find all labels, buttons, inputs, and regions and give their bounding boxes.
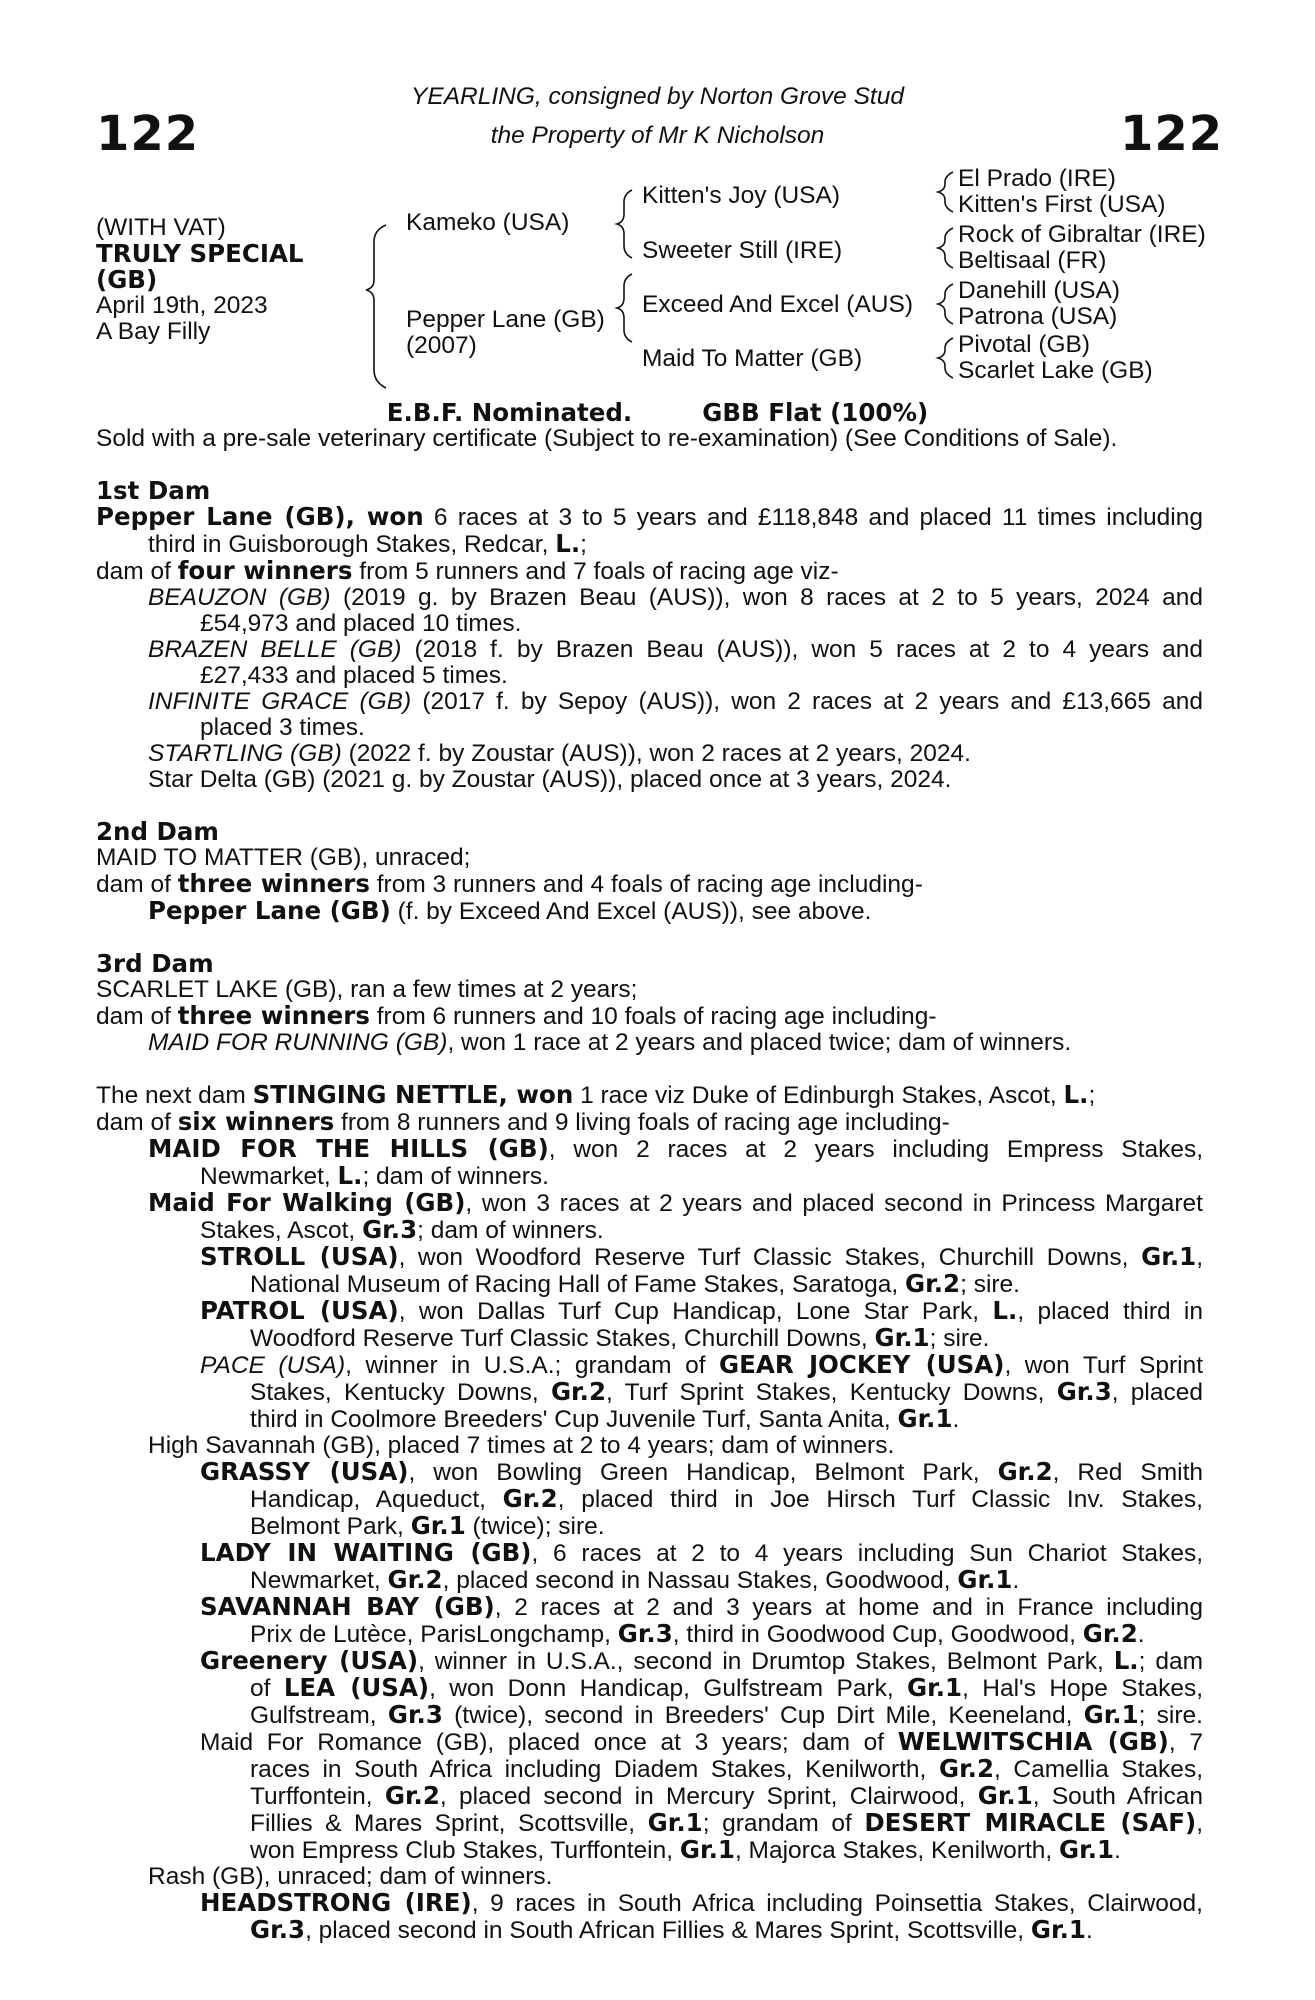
winner-count: four winners <box>177 558 353 585</box>
ancestor-4: Beltisaal (FR) <box>958 247 1107 274</box>
winner-count: three winners <box>177 871 370 898</box>
produce-record: Turffontein, <box>250 1783 385 1810</box>
produce-record: , 6 races at 2 to 4 years including Sun Chariot Stakes, <box>531 1540 1203 1567</box>
produce-record: , placed second in Mercury Sprint, Clairwood, <box>439 1783 978 1810</box>
produce-record: Handicap, Aqueduct, <box>250 1486 503 1513</box>
produce-record: , placed <box>1111 1379 1203 1406</box>
first-dam-section <box>96 478 1203 793</box>
horse-origin: (GB) <box>96 265 158 294</box>
race-record: third in Guisborough Stakes, Redcar, <box>148 531 556 558</box>
dam-year: (2007) <box>406 332 477 359</box>
listed-mark: L. <box>1113 1648 1139 1675</box>
punct: ; <box>580 531 587 558</box>
grandchild-name: LEA (USA) <box>283 1675 430 1702</box>
group-mark: Gr.3 <box>617 1621 673 1648</box>
produce-record: National Museum of Racing Hall of Fame Stakes, Saratoga, <box>250 1271 906 1298</box>
produce-record: , third in Goodwood Cup, Goodwood, <box>672 1621 1083 1648</box>
group-mark: Gr.1 <box>1083 1702 1139 1729</box>
punct: . <box>1137 1621 1145 1648</box>
produce-record: , 9 races in South Africa including Poinsettia Stakes, Clairwood, <box>471 1890 1203 1917</box>
produce-record: , South African <box>1032 1783 1203 1810</box>
ancestor-6: Patrona (USA) <box>958 303 1118 330</box>
ancestor-1: El Prado (IRE) <box>958 165 1116 192</box>
sire: Kameko (USA) <box>406 209 570 236</box>
produce-record: , Red Smith <box>1052 1459 1203 1486</box>
punct: . <box>1085 1917 1093 1944</box>
produce-intro: dam of <box>96 1003 178 1030</box>
produce-record: Gulfstream, <box>250 1702 388 1729</box>
vet-note: Sold with a pre-sale veterinary certificate (Subject to re-examination) (See Conditions of Sale). <box>96 426 1118 452</box>
produce-record: ; sire. <box>929 1325 990 1352</box>
produce-intro: dam of <box>96 558 178 585</box>
section-heading: 1st Dam <box>96 478 211 504</box>
group-mark: Gr.2 <box>387 1567 443 1594</box>
listed-mark: L. <box>337 1163 363 1190</box>
produce-record: , placed second in Nassau Stakes, Goodwood, <box>442 1567 958 1594</box>
produce-record: ; grandam of <box>702 1810 865 1837</box>
group-mark: Gr.2 <box>1082 1621 1138 1648</box>
produce-name: HEADSTRONG (IRE) <box>200 1890 472 1917</box>
section-heading: 2nd Dam <box>96 819 219 845</box>
group-mark: Gr.2 <box>938 1756 995 1783</box>
punct: . <box>1012 1567 1020 1594</box>
produce-intro: from 5 runners and 7 foals of racing age viz- <box>352 558 839 585</box>
produce-intro: from 8 runners and 9 living foals of racing age including- <box>334 1109 950 1136</box>
produce-record: , winner in U.S.A.; grandam of <box>345 1352 720 1379</box>
catalogue-body <box>96 426 1203 1944</box>
produce-record: , won 3 races at 2 years and placed second in Princess Margaret <box>465 1190 1203 1217</box>
sire-of-dam: Exceed And Excel (AUS) <box>642 291 913 318</box>
produce-intro: from 3 runners and 4 foals of racing age including- <box>369 871 923 898</box>
sire-of-sire: Kitten's Joy (USA) <box>642 182 841 209</box>
produce-record: (2018 f. by Brazen Beau (AUS)), won 5 races at 2 to 4 years and <box>401 637 1203 663</box>
group-mark: Gr.1 <box>957 1567 1013 1594</box>
grandchild-name: WELWITSCHIA (GB) <box>897 1729 1169 1756</box>
punct: , <box>1196 1244 1203 1271</box>
consignor-line: YEARLING, consigned by Norton Grove Stud <box>411 83 904 110</box>
listed-mark: L. <box>1063 1082 1089 1109</box>
produce-name: MAID FOR RUNNING (GB) <box>148 1030 448 1056</box>
section-heading: 3rd Dam <box>96 951 214 977</box>
group-mark: Gr.1 <box>647 1810 703 1837</box>
ancestor-7: Pivotal (GB) <box>958 331 1091 358</box>
dam-of-dam: Maid To Matter (GB) <box>642 345 863 372</box>
produce-name: GRASSY (USA) <box>200 1459 409 1486</box>
produce-record: , Majorca Stakes, Kenilworth, <box>734 1837 1060 1864</box>
group-mark: Gr.1 <box>907 1675 963 1702</box>
produce-name: Pepper Lane (GB) <box>148 898 391 925</box>
produce-record: , winner in U.S.A., second in Drumtop Stakes, Belmont Park, <box>418 1648 1114 1675</box>
group-mark: Gr.3 <box>250 1917 306 1944</box>
gbb-flat: GBB Flat (100%) <box>702 398 929 427</box>
produce-name: PATROL (USA) <box>200 1298 399 1325</box>
dam-record: SCARLET LAKE (GB), ran a few times at 2 years; <box>96 977 638 1003</box>
produce-record: (2017 f. by Sepoy (AUS)), won 2 races at 2 years and £13,665 and <box>411 689 1203 715</box>
produce-record: , placed third in Joe Hirsch Turf Classic Inv. Stakes, <box>557 1486 1203 1513</box>
produce-record: Belmont Park, <box>250 1513 411 1540</box>
punct: . <box>952 1406 960 1433</box>
produce-record: , placed second in South African Fillies & Mares Sprint, Scottsville, <box>305 1917 1031 1944</box>
third-dam-section <box>96 951 1203 1056</box>
dam-of-sire: Sweeter Still (IRE) <box>642 237 843 264</box>
produce-record: , Turf Sprint Stakes, Kentucky Downs, <box>606 1379 1057 1406</box>
produce-intro: dam of <box>96 871 178 898</box>
produce-name: SAVANNAH BAY (GB) <box>200 1594 495 1621</box>
group-mark: Gr.3 <box>387 1702 443 1729</box>
lot-number-right: 122 <box>1120 106 1224 162</box>
grandchild-name: DESERT MIRACLE (SAF) <box>864 1810 1197 1837</box>
group-mark: Gr.2 <box>502 1486 558 1513</box>
nominations <box>0 400 1315 427</box>
produce-record: Star Delta (GB) (2021 g. by Zoustar (AUS)), placed once at 3 years, 2024. <box>148 767 952 793</box>
dam: Pepper Lane (GB) <box>406 306 605 333</box>
produce-record: won Empress Club Stakes, Turffontein, <box>250 1837 680 1864</box>
punct: . <box>1114 1837 1121 1864</box>
next-dam-section <box>96 1082 1203 1944</box>
lot-number-left: 122 <box>96 106 200 162</box>
produce-name: Maid For Walking (GB) <box>148 1190 466 1217</box>
produce-record: , placed third in <box>1017 1298 1203 1325</box>
produce-record: , Hal's Hope Stakes, <box>962 1675 1203 1702</box>
produce-record: Fillies & Mares Sprint, Scottsville, <box>250 1810 648 1837</box>
pedigree-table <box>0 165 1315 395</box>
produce-name: MAID FOR THE HILLS (GB) <box>148 1136 549 1163</box>
produce-name: PACE (USA) <box>200 1352 346 1379</box>
produce-name: LADY IN WAITING (GB) <box>200 1540 532 1567</box>
produce-name: INFINITE GRACE (GB) <box>148 689 412 715</box>
produce-record: , won Dallas Turf Cup Handicap, Lone Star Park, <box>398 1298 993 1325</box>
produce-record: , won Bowling Green Handicap, Belmont Park, <box>408 1459 998 1486</box>
produce-record: ; dam <box>1138 1648 1203 1675</box>
produce-record: Maid For Romance (GB), placed once at 3 years; dam of <box>200 1729 898 1756</box>
produce-record: , 2 races at 2 and 3 years at home and in France including <box>494 1594 1203 1621</box>
ancestor-8: Scarlet Lake (GB) <box>958 357 1153 384</box>
produce-record: (2019 g. by Brazen Beau (AUS)), won 8 races at 2 to 5 years, 2024 and <box>330 585 1203 611</box>
produce-record: ; dam of winners. <box>417 1217 604 1244</box>
race-record: 1 race viz Duke of Edinburgh Stakes, Ascot, <box>573 1082 1064 1109</box>
produce-record: ; sire. <box>1138 1702 1203 1729</box>
punct: ; <box>1088 1082 1096 1109</box>
produce-record: , Camellia Stakes, <box>994 1756 1203 1783</box>
horse-name: TRULY SPECIAL <box>96 239 304 268</box>
group-mark: Gr.1 <box>977 1783 1033 1810</box>
produce-record: Stakes, Kentucky Downs, <box>250 1379 551 1406</box>
grandchild-name: GEAR JOCKEY (USA) <box>719 1352 1005 1379</box>
produce-record: placed 3 times. <box>200 715 365 741</box>
produce-intro: from 6 runners and 10 foals of racing age including- <box>369 1003 937 1030</box>
produce-record: Newmarket, <box>200 1163 338 1190</box>
produce-record: Prix de Lutèce, ParisLongchamp, <box>250 1621 618 1648</box>
second-dam-section <box>96 819 1203 925</box>
produce-record: High Savannah (GB), placed 7 times at 2 to 4 years; dam of winners. <box>148 1433 895 1459</box>
dam-name: Pepper Lane (GB), won <box>96 504 424 531</box>
horse-description: A Bay Filly <box>96 318 211 345</box>
produce-record: Woodford Reserve Turf Classic Stakes, Churchill Downs, <box>250 1325 875 1352</box>
produce-record: third in Coolmore Breeders' Cup Juvenile Turf, Santa Anita, <box>250 1406 898 1433</box>
group-mark: Gr.3 <box>362 1217 418 1244</box>
produce-record: races in South Africa including Diadem Stakes, Kenilworth, <box>250 1756 939 1783</box>
race-record: 6 races at 3 to 5 years and £118,848 and placed 11 times including <box>423 504 1203 531</box>
listed-mark: L. <box>555 531 581 558</box>
produce-record: of <box>250 1675 284 1702</box>
produce-record: , won Donn Handicap, Gulfstream Park, <box>429 1675 908 1702</box>
produce-record: (2022 f. by Zoustar (AUS)), won 2 races at 2 years, 2024. <box>341 741 971 767</box>
ancestor-2: Kitten's First (USA) <box>958 191 1166 218</box>
winner-count: six winners <box>177 1109 335 1136</box>
property-line: the Property of Mr K Nicholson <box>490 122 825 149</box>
ancestor-3: Rock of Gibraltar (IRE) <box>958 221 1206 248</box>
listed-mark: L. <box>992 1298 1018 1325</box>
dam-intro: The next dam <box>96 1082 253 1109</box>
group-mark: Gr.1 <box>874 1325 930 1352</box>
produce-record: , 7 <box>1168 1729 1203 1756</box>
produce-name: STROLL (USA) <box>200 1244 399 1271</box>
group-mark: Gr.1 <box>1141 1244 1197 1271</box>
punct: , <box>1196 1810 1203 1837</box>
produce-record: Newmarket, <box>250 1567 388 1594</box>
produce-record: , won Woodford Reserve Turf Classic Stakes, Churchill Downs, <box>398 1244 1142 1271</box>
group-mark: Gr.2 <box>550 1379 606 1406</box>
produce-record: , won 1 race at 2 years and placed twice; dam of winners. <box>447 1030 1072 1056</box>
produce-record: Stakes, Ascot, <box>200 1217 363 1244</box>
group-mark: Gr.2 <box>905 1271 961 1298</box>
produce-record: Rash (GB), unraced; dam of winners. <box>148 1864 553 1890</box>
dam-name: STINGING NETTLE, won <box>252 1082 574 1109</box>
produce-record: (twice); sire. <box>465 1513 605 1540</box>
produce-record: £27,433 and placed 5 times. <box>200 663 508 689</box>
produce-name: Greenery (USA) <box>200 1648 419 1675</box>
group-mark: Gr.1 <box>1059 1837 1115 1864</box>
winner-count: three winners <box>177 1003 370 1030</box>
group-mark: Gr.1 <box>1030 1917 1086 1944</box>
produce-name: BEAUZON (GB) <box>148 585 331 611</box>
produce-name: BRAZEN BELLE (GB) <box>148 637 402 663</box>
produce-intro: dam of <box>96 1109 178 1136</box>
ancestor-5: Danehill (USA) <box>958 277 1121 304</box>
produce-record: (f. by Exceed And Excel (AUS)), see above. <box>390 898 872 925</box>
group-mark: Gr.2 <box>997 1459 1053 1486</box>
vat-note: (WITH VAT) <box>96 214 226 241</box>
group-mark: Gr.2 <box>384 1783 440 1810</box>
produce-record: , won Turf Sprint <box>1004 1352 1203 1379</box>
group-mark: Gr.1 <box>897 1406 953 1433</box>
produce-record: ; dam of winners. <box>362 1163 549 1190</box>
group-mark: Gr.1 <box>410 1513 466 1540</box>
foaling-date: April 19th, 2023 <box>96 292 268 319</box>
ebf-nominated: E.B.F. Nominated. <box>386 398 633 427</box>
produce-record: ; sire. <box>960 1271 1020 1298</box>
group-mark: Gr.3 <box>1056 1379 1112 1406</box>
produce-name: STARTLING (GB) <box>148 741 342 767</box>
dam-record: MAID TO MATTER (GB), unraced; <box>96 845 471 871</box>
produce-record: £54,973 and placed 10 times. <box>200 611 522 637</box>
produce-record: (twice), second in Breeders' Cup Dirt Mile, Keeneland, <box>442 1702 1084 1729</box>
group-mark: Gr.1 <box>679 1837 735 1864</box>
produce-record: , won 2 races at 2 years including Empress Stakes, <box>548 1136 1203 1163</box>
